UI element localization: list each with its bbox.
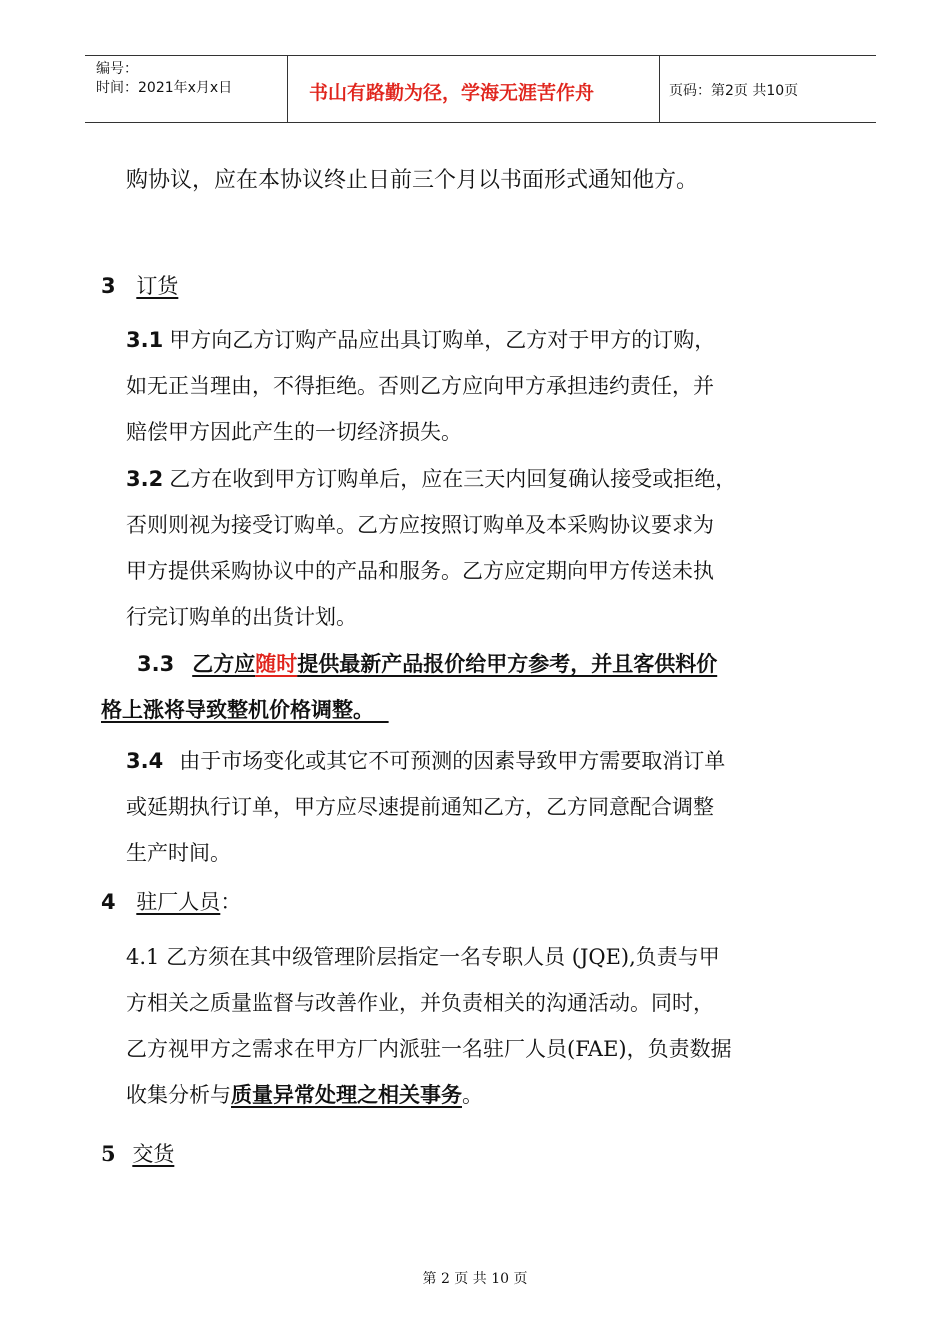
clause-3-3 bbox=[101, 641, 717, 733]
section-4-heading bbox=[101, 879, 241, 925]
page-footer: 第 2 页 共 10 页 bbox=[422, 1271, 528, 1287]
clause-3-3-highlight: 随时 bbox=[255, 651, 298, 676]
clause-4-1-underlined: 质量异常处理之相关事务 bbox=[231, 1082, 462, 1107]
section-3-title: 订货 bbox=[136, 274, 179, 298]
section-4-suffix: ： bbox=[220, 890, 242, 914]
section-3-number: 3 bbox=[101, 274, 116, 298]
clause-3-2-line: 行完订购单的出货计划。 bbox=[126, 605, 357, 629]
section-3-heading bbox=[101, 263, 178, 309]
clause-3-2-number: 3.2 bbox=[126, 467, 164, 491]
clause-3-1-line: 如无正当理由，不得拒绝。否则乙方应向甲方承担违约责任，并 bbox=[126, 374, 714, 398]
time-label: 时间：2021年x月x日 bbox=[96, 80, 233, 96]
clause-3-3-line2: 格上涨将导致整机价格调整。 bbox=[101, 697, 374, 722]
clause-3-1 bbox=[126, 317, 715, 455]
clause-4-1-line4-pre: 收集分析与 bbox=[126, 1083, 231, 1107]
clause-3-4-line: 或延期执行订单，甲方应尽速提前通知乙方，乙方同意配合调整 bbox=[126, 795, 714, 819]
clause-3-1-line: 甲方向乙方订购产品应出具订购单，乙方对于甲方的订购， bbox=[169, 328, 716, 352]
clause-3-3-pre: 乙方应 bbox=[192, 651, 256, 676]
intro-line: 购协议，应在本协议终止日前三个月以书面形式通知他方。 bbox=[126, 168, 699, 193]
header-page-cell bbox=[660, 56, 876, 122]
clause-4-1-line4-post: 。 bbox=[462, 1083, 483, 1107]
clause-3-3-post: 提供最新产品报价给甲方参考，并且客供料价 bbox=[297, 651, 718, 676]
section-4-title: 驻厂人员 bbox=[136, 890, 221, 914]
clause-3-1-number: 3.1 bbox=[126, 328, 164, 352]
clause-3-4-number: 3.4 bbox=[126, 749, 164, 773]
section-4-number: 4 bbox=[101, 890, 116, 914]
clause-3-2-line: 甲方提供采购协议中的产品和服务。乙方应定期向甲方传送未执 bbox=[126, 559, 714, 583]
clause-3-3-number: 3.3 bbox=[137, 652, 175, 676]
header-motto-cell bbox=[288, 56, 660, 122]
section-5-number: 5 bbox=[101, 1141, 116, 1166]
clause-3-2-line: 否则则视为接受订购单。乙方应按照订购单及本采购协议要求为 bbox=[126, 513, 714, 537]
motto: 书山有路勤为径，学海无涯苦作舟 bbox=[309, 82, 595, 104]
clause-3-1-line: 赔偿甲方因此产生的一切经济损失。 bbox=[126, 420, 462, 444]
clause-4-1-line: 4.1 乙方须在其中级管理阶层指定一名专职人员 (JQE),负责与甲 bbox=[126, 945, 720, 969]
clause-4-1 bbox=[126, 934, 732, 1118]
section-5-title: 交货 bbox=[132, 1142, 175, 1166]
header-meta-cell bbox=[85, 56, 288, 122]
page-info: 页码：第2页 共10页 bbox=[669, 83, 799, 99]
clause-4-1-line: 方相关之质量监督与改善作业，并负责相关的沟通活动。同时， bbox=[126, 991, 714, 1015]
clause-3-2 bbox=[126, 456, 736, 640]
clause-3-2-line: 乙方在收到甲方订购单后，应在三天内回复确认接受或拒绝， bbox=[169, 467, 737, 491]
page-header bbox=[85, 55, 876, 123]
clause-3-4-line: 由于市场变化或其它不可预测的因素导致甲方需要取消订单 bbox=[179, 749, 726, 773]
section-5-heading bbox=[101, 1131, 174, 1177]
clause-3-4-line: 生产时间。 bbox=[126, 841, 231, 865]
clause-4-1-line: 乙方视甲方之需求在甲方厂内派驻一名驻厂人员(FAE)，负责数据 bbox=[126, 1037, 732, 1061]
clause-3-4 bbox=[126, 738, 725, 876]
number-label: 编号： bbox=[96, 61, 138, 77]
